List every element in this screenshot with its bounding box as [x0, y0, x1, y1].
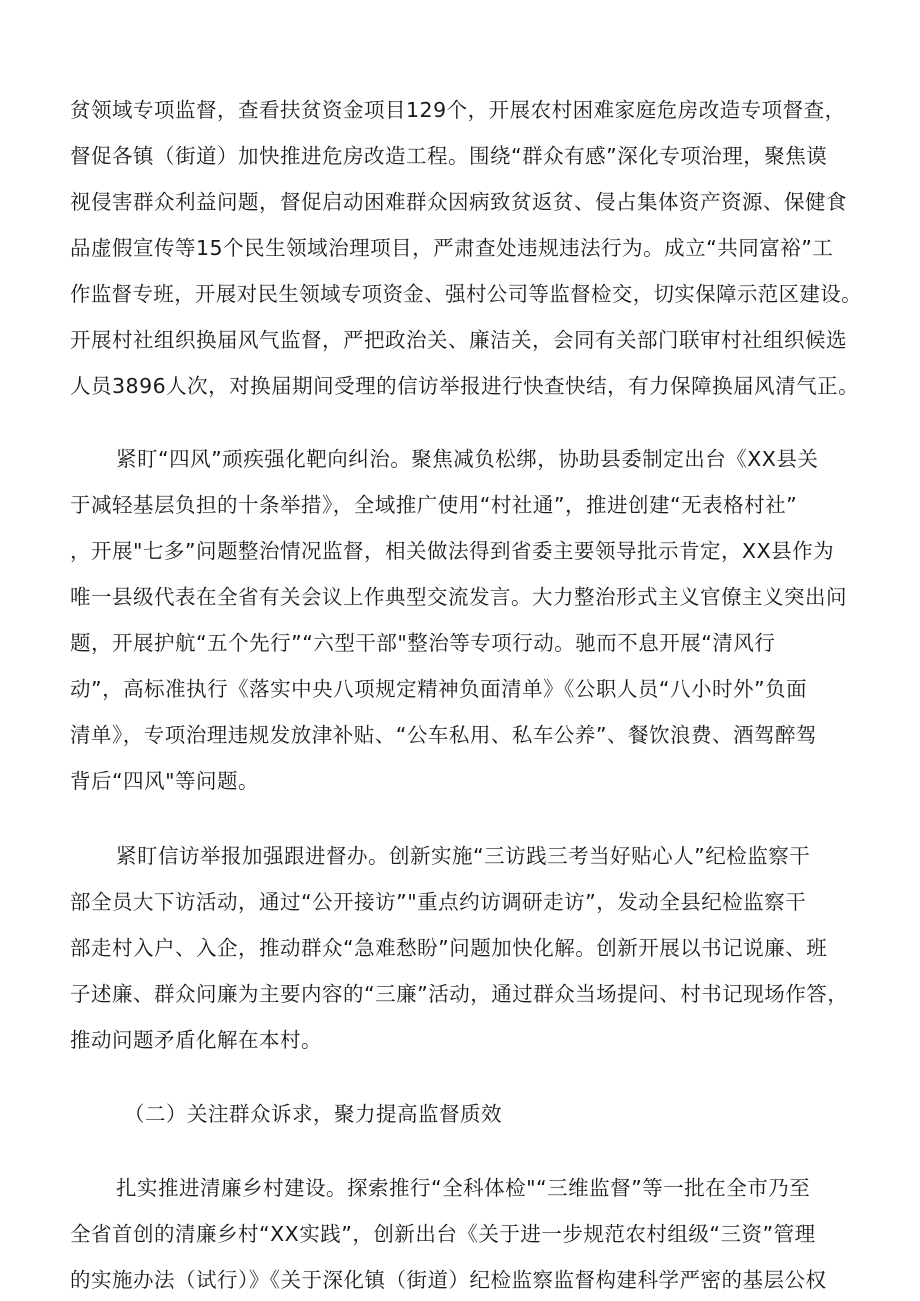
text-line: 子述廉、群众问廉为主要内容的“三廉”活动，通过群众当场提问、村书记现场作答， — [70, 982, 849, 1006]
text-line: 扎实推进清廉乡村建设。探索推行“全科体检"“三维监督”等一批在全市乃至 — [116, 1176, 811, 1200]
text-line: 全省首创的清廉乡村“XX实践”，创新出台《关于进一步规范农村组级“三资”管理 — [70, 1222, 816, 1246]
text-line: 督促各镇（街道）加快推进危房改造工程。围绕“群众有感”深化专项治理，聚焦谟 — [70, 144, 828, 168]
text-line: 视侵害群众利益问题，督促启动困难群众因病致贫返贫、侵占集体资产资源、保健食 — [70, 190, 847, 214]
text-line: 紧盯信访举报加强跟进督办。创新实施“三访践三考当好贴心人”纪检监察干 — [116, 844, 811, 868]
text-line: 部走村入户、入企，推动群众“急难愁盼”问题加快化解。创新开展以书记说廉、班 — [70, 936, 828, 960]
text-line: 推动问题矛盾化解在本村。 — [70, 1028, 322, 1052]
text-line: 贫领域专项监督，查看扶贫资金项目129个，开展农村困难家庭危房改造专项督查， — [70, 98, 846, 122]
text-line: 背后“四风"等问题。 — [70, 769, 260, 793]
text-line: 人员3896人次，对换届期间受理的信访举报进行快查快结，有力保障换届风清气正。 — [70, 374, 860, 398]
text-line: 唯一县级代表在全省有关会议上作典型交流发言。大力整治形式主义官僚主义突出问 — [70, 585, 847, 609]
section-heading-text: （二）关注群众诉求，聚力提高监督质效 — [124, 1102, 502, 1126]
text-line: 清单》，专项治理违规发放津补贴、“公车私用、私车公养”、餐饮浪费、酒驾醉驾 — [70, 723, 817, 747]
text-line: 题，开展护航“五个先行”“六型干部"整治等专项行动。驰而不息开展“清风行 — [70, 631, 776, 655]
text-line: 的实施办法（试行）》《关于深化镇（街道）纪检监察监督构建科学严密的基层公权 — [70, 1268, 827, 1292]
text-line: 作监督专班，开展对民生领域专项资金、强村公司等监督检交，切实保障示范区建设。 — [70, 282, 863, 306]
text-line: 开展村社组织换届风气监督，严把政治关、廉洁关，会同有关部门联审村社组织候选 — [70, 328, 847, 352]
text-line: ，开展"七多”问题整治情况监督，相关做法得到省委主要领导批示肯定，XX县作为 — [70, 539, 835, 563]
text-line: 紧盯“四风”顽疾强化靶向纠治。聚焦减负松绑，协助县委制定出台《XX县关 — [116, 447, 819, 471]
text-line: 品虚假宣传等15个民生领域治理项目，严肃查处违规违法行为。成立“共同富裕”工 — [70, 236, 834, 260]
text-line: 动”，高标准执行《落实中央八项规定精神负面清单》《公职人员“八小时外”负面 — [70, 677, 808, 701]
text-line: 部全员大下访活动，通过“公开接访”"重点约访调研走访”，发动全县纪检监察干 — [70, 890, 807, 914]
text-line: 于减轻基层负担的十条举措》，全域推广使用“村社通”，推进创建“无表格村社” — [70, 493, 798, 517]
